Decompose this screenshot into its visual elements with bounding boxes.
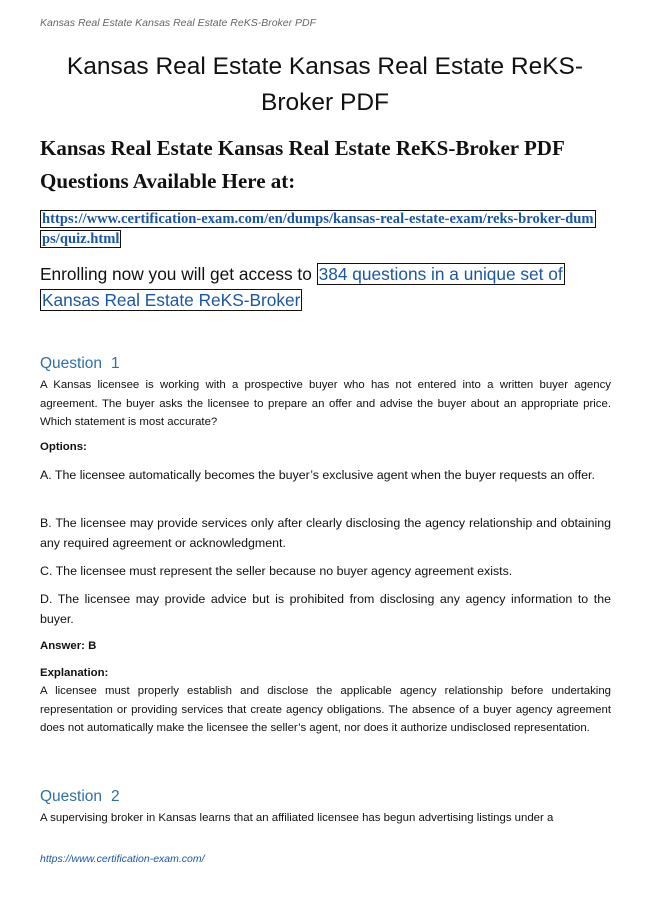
questions-set-link[interactable]: 384 questions in a unique set of Kansas Real Estate ReKS-Broker	[42, 264, 563, 310]
document-subtitle: Kansas Real Estate Kansas Real Estate ReKS-Broker PDF Questions Available Here at:	[40, 136, 565, 193]
running-header: Kansas Real Estate Kansas Real Estate ReKS-Broker PDF	[40, 17, 317, 29]
enroll-paragraph	[40, 261, 615, 313]
question-number: 1	[111, 355, 120, 372]
answer-label: Answer: B	[40, 640, 97, 652]
document-title: Kansas Real Estate Kansas Real Estate ReKS-Broker PDF	[66, 53, 584, 116]
footer-url[interactable]: https://www.certification-exam.com/	[40, 853, 205, 865]
question-heading	[40, 788, 120, 806]
quiz-url-link[interactable]	[40, 209, 600, 249]
question-label: Question	[40, 788, 103, 805]
enroll-text: Enrolling now you will get access to	[40, 264, 317, 284]
option-d: D. The licensee may provide advice but is prohibited from disclosing any agency information to the buyer.	[40, 592, 611, 626]
explanation-label: Explanation:	[40, 667, 109, 679]
options-label: Options:	[40, 441, 87, 453]
option-c: C. The licensee must represent the seller because no buyer agency agreement exists.	[40, 564, 513, 578]
question-heading	[40, 355, 120, 373]
question-number: 2	[111, 788, 120, 805]
explanation-text: A licensee must properly establish and disclose the applicable agency relationship before undertaking representation or providing services that create agency obligations. The absence of a buyer agency agreement does not automatically make the licensee the seller’s agent, nor does it authorize undisclosed representation.	[40, 685, 611, 734]
question-text: A Kansas licensee is working with a prospective buyer who has not entered into a written buyer agency agreement. The buyer asks the licensee to prepare an offer and advise the buyer about an appropriate price. Which statement is most accurate?	[40, 379, 611, 428]
question-label: Question	[40, 355, 103, 372]
quiz-url-text[interactable]: https://www.certification-exam.com/en/dumps/kansas-real-estate-exam/reks-broker-dumps/quiz.html	[42, 211, 594, 247]
option-a: A. The licensee automatically becomes the buyer’s exclusive agent when the buyer requests an offer.	[40, 468, 595, 482]
option-b: B. The licensee may provide services only after clearly disclosing the agency relationship and obtaining any required agreement or acknowledgment.	[40, 516, 611, 550]
question-text: A supervising broker in Kansas learns that an affiliated licensee has begun advertising listings under a	[40, 812, 554, 824]
